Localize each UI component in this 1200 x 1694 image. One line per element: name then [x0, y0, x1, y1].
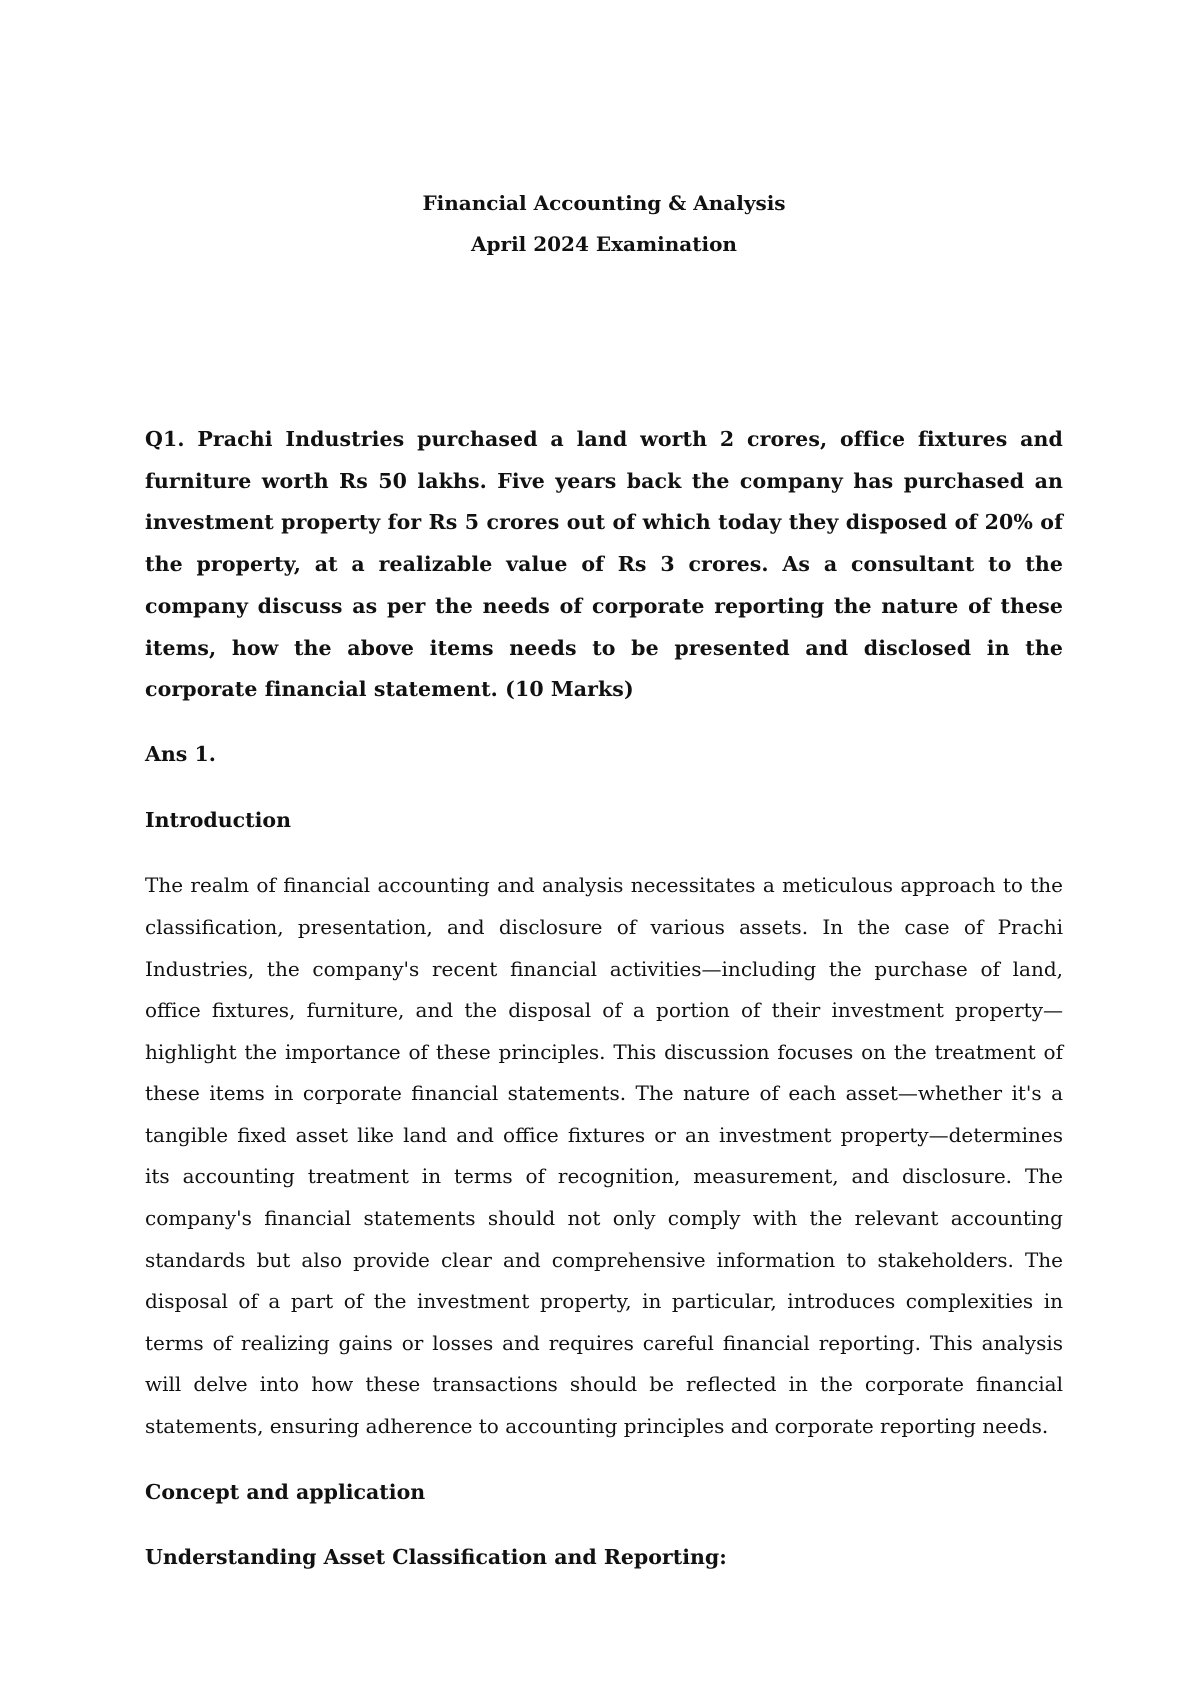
document-title: Financial Accounting & Analysis [422, 191, 786, 215]
title-block [145, 183, 1063, 265]
introduction-heading: Introduction [145, 807, 291, 832]
document-content [145, 183, 1063, 1579]
introduction-paragraph: The realm of financial accounting and analysis necessitates a meticulous approach to the classification, presentation, and disclosure of various assets. In the case of Prachi Industries, the company's recent financial activities—including the purchase of land, office fixtures, furniture, and the disposal of a portion of their investment property—highlight the importance of these principles. This discussion focuses on the treatment of these items in corporate financial statements. The nature of each asset—whether it's a tangible fixed asset like land and office fixtures or an investment property—determines its accounting treatment in terms of recognition, measurement, and disclosure. The company's financial statements should not only comply with the relevant accounting standards but also provide clear and comprehensive information to stakeholders. The disposal of a part of the investment property, in particular, introduces complexities in terms of realizing gains or losses and requires careful financial reporting. This analysis will delve into how these transactions should be reflected in the corporate financial statements, ensuring adherence to accounting principles and corporate reporting needs. [145, 873, 1063, 1439]
subsection-heading: Understanding Asset Classification and Reporting: [145, 1545, 727, 1570]
concept-heading: Concept and application [145, 1479, 426, 1504]
answer-label: Ans 1. [145, 741, 216, 766]
document-subtitle: April 2024 Examination [471, 232, 737, 256]
question-text: Q1. Prachi Industries purchased a land worth 2 crores, office fixtures and furniture worth Rs 50 lakhs. Five years back the company has purchased an investment property for Rs 5 crores out of which today they disposed of 20% of the property, at a realizable value of Rs 3 crores. As a consultant to the company discuss as per the needs of corporate reporting the nature of these items, how the above items needs to be presented and disclosed in the corporate financial statement. (10 Marks) [145, 427, 1063, 702]
